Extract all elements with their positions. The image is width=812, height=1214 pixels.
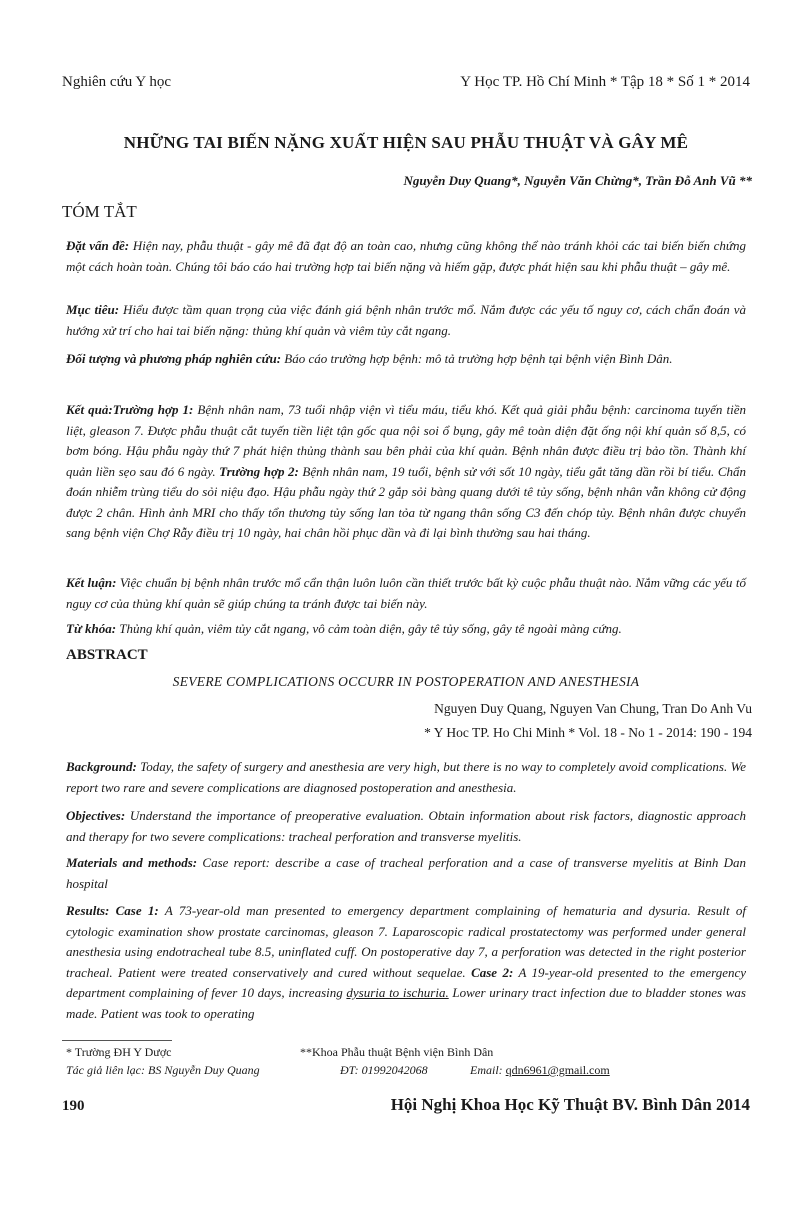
- summary-heading: TÓM TẮT: [62, 202, 137, 221]
- abstract-objectives-text: Understand the importance of preoperative evaluation. Obtain information about risk factors, diagnostic approach and therapy for two severe complications: tracheal perforation and transverse myelitis.: [66, 808, 746, 844]
- running-footer-conference: Hội Nghị Khoa Học Kỹ Thuật BV. Bình Dân 2014: [390, 1095, 750, 1114]
- abstract-title: SEVERE COMPLICATIONS OCCURR IN POSTOPERATION AND ANESTHESIA: [172, 674, 640, 689]
- running-header-left: Nghiên cứu Y học: [62, 74, 172, 90]
- summary-keywords-text: Thủng khí quản, viêm tủy cắt ngang, vô cảm toàn diện, gây tê tủy sống, gây tê ngoài màng cứng.: [116, 621, 622, 636]
- footnote-phone: ĐT: 01992042068: [340, 1063, 428, 1077]
- summary-background-label: Đặt vấn đề:: [66, 238, 130, 253]
- summary-background: [66, 236, 746, 277]
- summary-objectives: [66, 300, 746, 341]
- summary-background-text: Hiện nay, phẫu thuật - gây mê đã đạt độ an toàn cao, nhưng cũng không thể nào tránh khỏi các tai biến biến chứng một cách hoàn toàn. Chúng tôi báo cáo hai trường hợp tai biến nặng và hiếm gặp, được phát hiện sau khi phẫu thuật – gây mê.: [66, 238, 746, 274]
- footnote-affiliation-2: **Khoa Phẫu thuật Bệnh viện Bình Dân: [300, 1045, 494, 1059]
- abstract-case2-text: A 19-year-old presented to the emergency department complaining of fever 10 days, increasing: [66, 964, 746, 1000]
- abstract-objectives-label: Objectives:: [66, 808, 126, 823]
- abstract-methods: [66, 853, 746, 894]
- summary-results: [66, 400, 746, 544]
- summary-conclusion: [66, 573, 746, 614]
- abstract-background: [66, 757, 746, 798]
- abstract-case2-text-cont: Lower urinary tract infection due to bladder stones was made. Patient was took to operating: [66, 985, 746, 1021]
- summary-methods: [66, 349, 746, 370]
- abstract-methods-label: Materials and methods:: [66, 855, 198, 870]
- footnote-affiliation-1: * Trường ĐH Y Dược: [66, 1045, 172, 1059]
- paper-title: NHỮNG TAI BIẾN NẶNG XUẤT HIỆN SAU PHẪU THUẬT VÀ GÂY MÊ: [123, 133, 689, 152]
- abstract-background-label: Background:: [66, 759, 137, 774]
- summary-keywords-label: Từ khóa:: [66, 621, 117, 636]
- author-list-vietnamese: Nguyễn Duy Quang*, Nguyễn Văn Chừng*, Trần Đỗ Anh Vũ **: [403, 173, 752, 188]
- summary-case2-text: Bệnh nhân nam, 19 tuổi, bệnh sử với sốt 10 ngày, tiểu gắt tăng dần rồi bí tiểu. Chẩn đoán nhiễm trùng tiểu do sỏi niệu đạo. Hậu phẫu ngày thứ 2 gắp sỏi bàng quang dưới tê tủy sống, bệnh nhân vẫn không cử động được 2 chân. Hình ảnh MRI cho thấy tổn thương tủy sống lan tỏa từ ngang thân sống C3 đến chóp tủy. Bệnh nhân được chuyển sang bệnh viện Chợ Rẫy điều trị 10 ngày, hai chân hồi phục dần và đi lại bình thường sau hai tháng.: [66, 463, 747, 540]
- abstract-case1-text: A 73-year-old man presented to emergency department complaining of hematuria and dysuria. Result of cytologic examination show prostate carcinomas, gleason 7. Laparoscopic radical prostatectomy was performed under general anesthesia using endotracheal tube 8.5, uninflated cuff. On postoperative day 7, a perforation was detected in the right posterior tracheal. Patient were treated conservatively and cured without sequelae.: [66, 903, 746, 980]
- footnote-email: [470, 1063, 610, 1078]
- summary-methods-text: Báo cáo trường hợp bệnh: mô tả trường hợp bệnh tại bệnh viện Bình Dân.: [281, 351, 673, 366]
- summary-case1-label: Trường hợp 1:: [112, 402, 194, 417]
- footnote-corresponding-author: Tác giả liên lạc: BS Nguyễn Duy Quang: [66, 1063, 260, 1077]
- summary-objectives-label: Mục tiêu:: [66, 302, 120, 317]
- abstract-heading: ABSTRACT: [66, 647, 148, 663]
- page-number: 190: [62, 1098, 85, 1114]
- abstract-results-label: Results:: [66, 903, 110, 918]
- abstract-results: [66, 901, 746, 1024]
- summary-case1-text: Bệnh nhân nam, 73 tuổi nhập viện vì tiểu máu, tiểu khó. Kết quả giải phẫu bệnh: carcinoma tuyến tiền liệt, gleason 7. Được phẫu thuật cắt tuyến tiền liệt tận gốc qua nội soi ổ bụng, gây mê toàn diện đặt ống nội khí quản số 8,5, có bơm bóng. Hậu phẫu ngày thứ 7 phát hiện thủng thành sau bên phải của khí quản. Bệnh nhân được điều trị bảo tồn. Thành khí quản liền sẹo sau đó 6 ngày.: [66, 402, 746, 479]
- abstract-case1-label: Case 1:: [115, 903, 159, 918]
- abstract-underlined-phrase: dysuria to ischuria.: [346, 985, 449, 1000]
- summary-conclusion-text: Việc chuẩn bị bệnh nhân trước mổ cẩn thận luôn luôn cần thiết trước bất kỳ cuộc phẫu thuật nào. Nắm vững các yếu tố nguy cơ của thủng khí quản sẽ giúp chúng ta tránh được tai biến này.: [66, 575, 746, 611]
- abstract-case2-label: Case 2:: [471, 964, 514, 980]
- abstract-objectives: [66, 806, 746, 847]
- citation-line: * Y Hoc TP. Ho Chi Minh * Vol. 18 - No 1 - 2014: 190 - 194: [424, 725, 752, 740]
- summary-methods-label: Đối tượng và phương pháp nghiên cứu:: [66, 351, 282, 366]
- footnote-email-link[interactable]: qdn6961@gmail.com: [505, 1063, 610, 1077]
- summary-conclusion-label: Kết luận:: [66, 575, 117, 590]
- abstract-background-text: Today, the safety of surgery and anesthesia are very high, but there is no way to completely avoid complications. We report two rare and severe complications are diagnosed postoperation and anesthesia.: [66, 759, 746, 795]
- summary-keywords: [66, 619, 746, 640]
- running-header-right: Y Học TP. Hồ Chí Minh * Tập 18 * Số 1 * 2014: [460, 74, 750, 90]
- abstract-methods-text: Case report: describe a case of tracheal perforation and a case of transverse myelitis at Binh Dan hospital: [66, 855, 746, 891]
- summary-objectives-text: Hiểu được tầm quan trọng của việc đánh giá bệnh nhân trước mổ. Nắm được các yếu tố nguy cơ, cách chẩn đoán và hướng xử trí cho hai tai biến nặng: thủng khí quản và viêm tủy cắt ngang.: [66, 302, 746, 338]
- summary-results-label: Kết quả:: [66, 402, 113, 417]
- footnote-divider: [62, 1040, 172, 1041]
- footnote-email-label: Email:: [470, 1063, 506, 1077]
- author-list-english: Nguyen Duy Quang, Nguyen Van Chung, Tran Do Anh Vu: [434, 701, 752, 716]
- summary-case2-label: Trường hợp 2:: [219, 463, 299, 479]
